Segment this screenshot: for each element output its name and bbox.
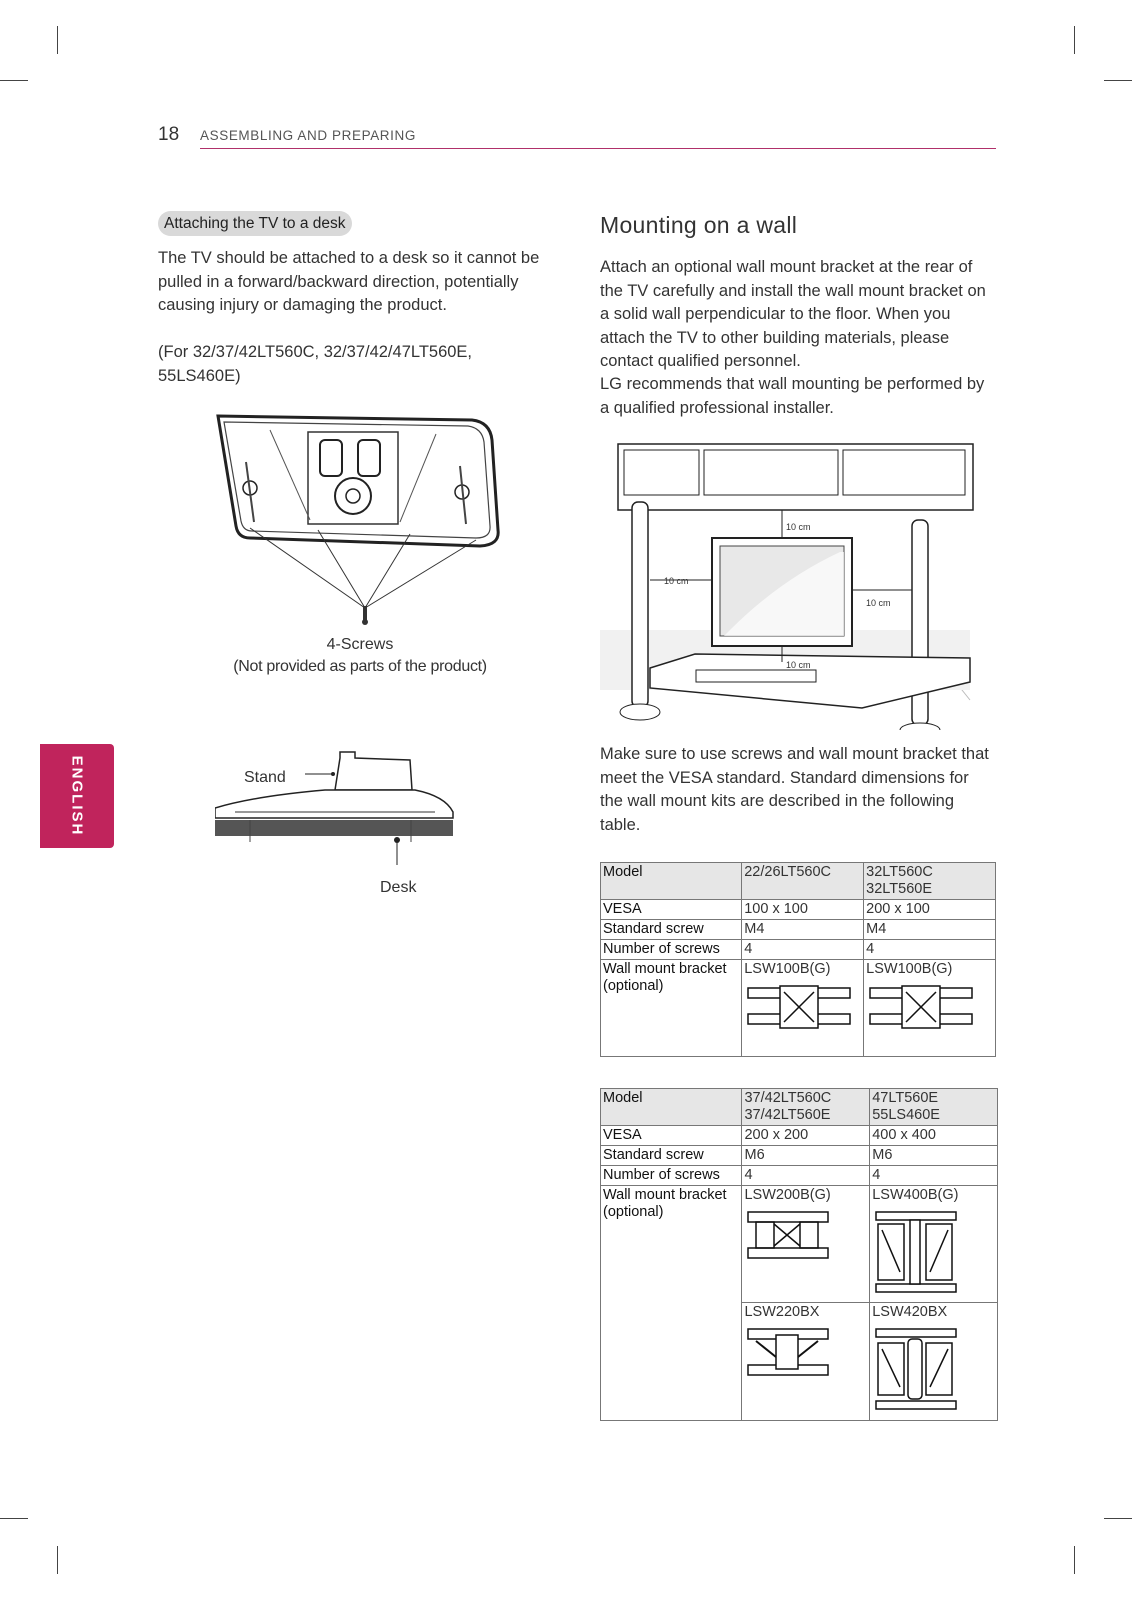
- bracket-illustration: [872, 1210, 958, 1294]
- t2-c1-bracket2: LSW220BX: [742, 1303, 870, 1421]
- label-bracket: Wall mount bracket (optional): [601, 1186, 742, 1421]
- table-row: [601, 1166, 998, 1186]
- label-count: Number of screws: [601, 1166, 742, 1186]
- models-line-1: (For 32/37/42LT560C, 32/37/42/47LT560E,: [158, 343, 473, 361]
- spec-table-2: [600, 1088, 998, 1421]
- desk-intro: The TV should be attached to a desk so it cannot be pulled in a forward/backward direction, potentially causing injury or damaging the product.: [158, 249, 540, 314]
- models-line-2: 55LS460E): [158, 367, 241, 385]
- bracket-illustration: [744, 1210, 830, 1260]
- label-vesa: VESA: [601, 1126, 742, 1146]
- crop-mark: [1074, 1546, 1075, 1574]
- screws-caption: 4-Screws: [326, 636, 394, 653]
- tv-rear-screws-illustration: [210, 410, 510, 635]
- label-screw: Standard screw: [601, 920, 742, 940]
- t1-c1-model: 22/26LT560C: [742, 863, 864, 900]
- t1-c1-vesa: 100 x 100: [742, 900, 864, 920]
- bracket-illustration: [872, 1327, 958, 1411]
- t2-c1-vesa: 200 x 200: [742, 1126, 870, 1146]
- table-row: [601, 1146, 998, 1166]
- crop-mark: [0, 1518, 28, 1519]
- label-vesa: VESA: [601, 900, 742, 920]
- t1-c2-model: 32LT560C 32LT560E: [864, 863, 996, 900]
- bracket-illustration: [744, 1327, 830, 1377]
- t2-c1-model: 37/42LT560C 37/42LT560E: [742, 1089, 870, 1126]
- t1-c1-screw: M4: [742, 920, 864, 940]
- label-model: Model: [601, 863, 742, 900]
- t2-c2-vesa: 400 x 400: [870, 1126, 998, 1146]
- table-row: [601, 1089, 998, 1126]
- crop-mark: [1074, 26, 1075, 54]
- t2-c1-screw: M6: [742, 1146, 870, 1166]
- t2-c2-count: 4: [870, 1166, 998, 1186]
- table-row: [601, 1186, 998, 1303]
- t1-c1-count: 4: [742, 940, 864, 960]
- crop-mark: [57, 1546, 58, 1574]
- language-tab-label: ENGLISH: [68, 755, 86, 837]
- subsection-pill: Attaching the TV to a desk: [158, 211, 352, 236]
- screws-note: (Not provided as parts of the product): [233, 658, 487, 675]
- section-title: ASSEMBLING AND PREPARING: [200, 128, 416, 143]
- t1-c2-screw: M4: [864, 920, 996, 940]
- t2-c1-count: 4: [742, 1166, 870, 1186]
- installer-recommendation: LG recommends that wall mounting be performed by a qualified professional installer.: [600, 375, 985, 417]
- crop-mark: [0, 80, 28, 81]
- crop-mark: [1104, 80, 1132, 81]
- t2-c2-bracket: LSW400B(G): [870, 1186, 998, 1303]
- table-row: [601, 900, 996, 920]
- stand-label: Stand: [244, 769, 286, 786]
- bracket-illustration: [744, 984, 854, 1030]
- t2-c2-model: 47LT560E 55LS460E: [870, 1089, 998, 1126]
- table-row: [601, 1126, 998, 1146]
- wall-clearance-illustration: [600, 440, 975, 730]
- clearance-label-right: 10 cm: [866, 598, 891, 608]
- table-row: [601, 960, 996, 1057]
- crop-mark: [57, 26, 58, 54]
- label-screw: Standard screw: [601, 1146, 742, 1166]
- label-count: Number of screws: [601, 940, 742, 960]
- bracket-illustration: [866, 984, 976, 1030]
- label-model: Model: [601, 1089, 742, 1126]
- t2-c2-screw: M6: [870, 1146, 998, 1166]
- table-row: [601, 863, 996, 900]
- table-row: [601, 920, 996, 940]
- desk-label: Desk: [380, 879, 417, 896]
- clearance-label-top: 10 cm: [786, 522, 811, 532]
- page-number: 18: [158, 124, 180, 145]
- t2-c2-bracket2: LSW420BX: [870, 1303, 998, 1421]
- label-bracket: Wall mount bracket (optional): [601, 960, 742, 1057]
- crop-mark: [1104, 1518, 1132, 1519]
- table-row: [601, 940, 996, 960]
- section-heading: Mounting on a wall: [600, 212, 798, 238]
- t1-c1-bracket: LSW100B(G): [742, 960, 864, 1057]
- clearance-label-bottom: 10 cm: [786, 660, 811, 670]
- t1-c2-bracket: LSW100B(G): [864, 960, 996, 1057]
- t1-c2-vesa: 200 x 100: [864, 900, 996, 920]
- header-rule: [200, 148, 996, 149]
- wall-mount-intro: Attach an optional wall mount bracket at the rear of the TV carefully and install the wall mount bracket on a solid wall perpendicular to the floor. When you attach the TV to other building materials, please contact qualified personnel.: [600, 258, 986, 370]
- spec-table-1: [600, 862, 996, 1057]
- vesa-note: Make sure to use screws and wall mount bracket that meet the VESA standard. Standard dimensions for the wall mount kits are described in the following table.: [600, 745, 989, 834]
- clearance-label-left: 10 cm: [664, 576, 689, 586]
- t1-c2-count: 4: [864, 940, 996, 960]
- t2-c1-bracket: LSW200B(G): [742, 1186, 870, 1303]
